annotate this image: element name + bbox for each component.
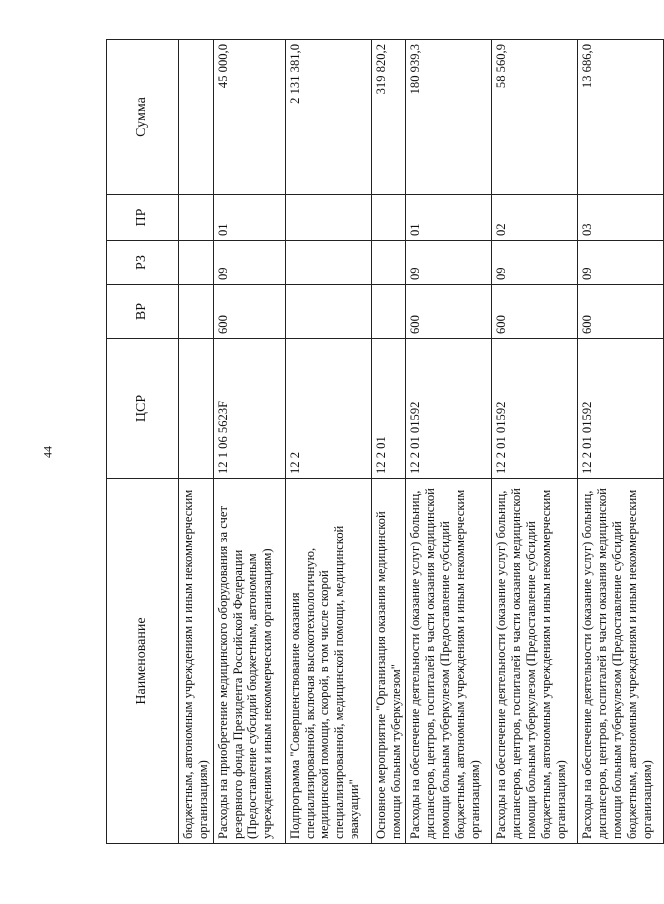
- budget-table: [106, 39, 664, 844]
- cell-sum: 13 686,0: [578, 40, 664, 195]
- cell-name: Подпрограмма "Совершенствование оказания специализированной, включая высокотехнологичную, медицинской помощи, скорой, в том числе скорой специализированной, медицинской помощи, медицинской эвакуации": [285, 479, 371, 844]
- cell-pr: [285, 195, 371, 241]
- cell-csr: 12 2 01 01592: [406, 339, 492, 479]
- cell-csr: 12 2 01 01592: [578, 339, 664, 479]
- cell-pr: 01: [406, 195, 492, 241]
- table-row: [578, 40, 664, 844]
- cell-vr: 600: [213, 285, 285, 339]
- table-row: [213, 40, 285, 844]
- cell-pr: 02: [492, 195, 578, 241]
- cell-name: Расходы на обеспечение деятельности (оказание услуг) больниц, диспансеров, центров, госпиталей в части оказания медицинской помощи больным туберкулезом (Предоставление субсидий бюджетным, автономным учреждениям и иным некоммерческим организациям): [578, 479, 664, 844]
- header-pr: ПР: [107, 195, 179, 241]
- cell-name: Расходы на обеспечение деятельности (оказание услуг) больниц, диспансеров, центров, госпиталей в части оказания медицинской помощи больным туберкулезом (Предоставление субсидий бюджетным, автономным учреждениям и иным некоммерческим организациям): [406, 479, 492, 844]
- cell-pr: 03: [578, 195, 664, 241]
- table-header-row: [107, 40, 179, 844]
- cell-csr: 12 2: [285, 339, 371, 479]
- header-csr: ЦСР: [107, 339, 179, 479]
- cell-pr: [371, 195, 406, 241]
- cell-rz: 09: [213, 241, 285, 285]
- cell-name: бюджетным, автономным учреждениям и иным некоммерческим организациям): [179, 479, 214, 844]
- cell-vr: [285, 285, 371, 339]
- cell-sum: 319 820,2: [371, 40, 406, 195]
- cell-sum: 45 000,0: [213, 40, 285, 195]
- cell-name: Расходы на приобретение медицинского оборудования за счет резервного фонда Президента Российской Федерации (Предоставление субсидий бюджетным, автономным учреждениям и иным некоммерческим организациям): [213, 479, 285, 844]
- cell-sum: 58 560,9: [492, 40, 578, 195]
- cell-csr: [179, 339, 214, 479]
- cell-name: Основное мероприятие "Организация оказания медицинской помощи больным туберкулезом": [371, 479, 406, 844]
- table-row: [492, 40, 578, 844]
- cell-sum: [179, 40, 214, 195]
- cell-vr: 600: [578, 285, 664, 339]
- table-row: [406, 40, 492, 844]
- header-rz: РЗ: [107, 241, 179, 285]
- table-row: [179, 40, 214, 844]
- cell-sum: 2 131 381,0: [285, 40, 371, 195]
- cell-csr: 12 2 01 01592: [492, 339, 578, 479]
- cell-rz: 09: [406, 241, 492, 285]
- cell-csr: 12 1 06 5623F: [213, 339, 285, 479]
- table-row: [285, 40, 371, 844]
- page-number: 44: [40, 446, 55, 458]
- header-name: Наименование: [107, 479, 179, 844]
- cell-vr: [179, 285, 214, 339]
- cell-name: Расходы на обеспечение деятельности (оказание услуг) больниц, диспансеров, центров, госпиталей в части оказания медицинской помощи больным туберкулезом (Предоставление субсидий бюджетным, автономным учреждениям и иным некоммерческим организациям): [492, 479, 578, 844]
- cell-rz: 09: [578, 241, 664, 285]
- cell-pr: 01: [213, 195, 285, 241]
- rotated-table-wrapper: [106, 40, 654, 844]
- cell-vr: 600: [492, 285, 578, 339]
- cell-rz: [371, 241, 406, 285]
- cell-vr: [371, 285, 406, 339]
- header-vr: ВР: [107, 285, 179, 339]
- cell-pr: [179, 195, 214, 241]
- cell-rz: [285, 241, 371, 285]
- cell-rz: [179, 241, 214, 285]
- cell-rz: 09: [492, 241, 578, 285]
- cell-sum: 180 939,3: [406, 40, 492, 195]
- header-sum: Сумма: [107, 40, 179, 195]
- table-row: [371, 40, 406, 844]
- cell-vr: 600: [406, 285, 492, 339]
- cell-csr: 12 2 01: [371, 339, 406, 479]
